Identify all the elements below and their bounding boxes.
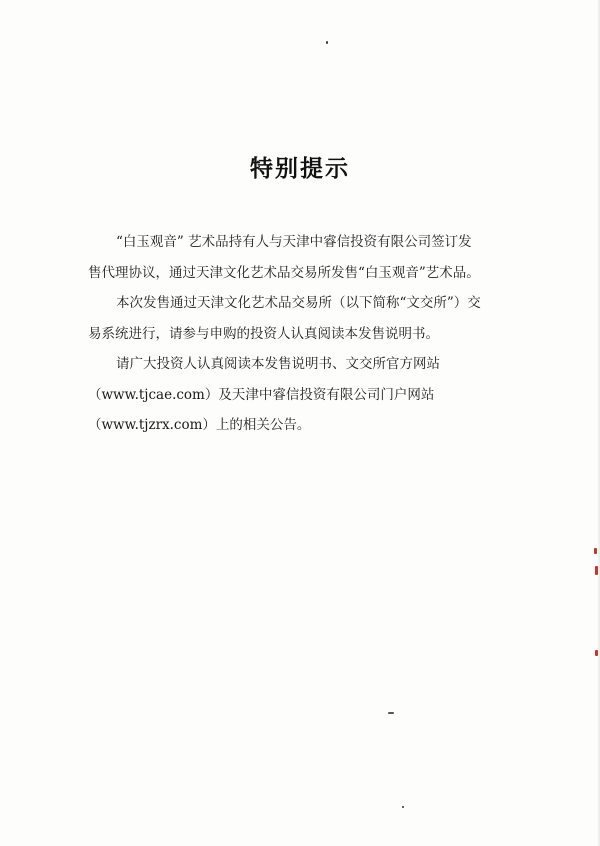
page-title: 特别提示: [250, 155, 350, 182]
paragraph-3-line-2: （www.tjcae.com）及天津中睿信投资有限公司门户网站: [88, 386, 435, 403]
paragraph-3-line-1: 请广大投资人认真阅读本发售说明书、文交所官方网站: [116, 356, 440, 372]
red-edge-mark: [595, 566, 598, 575]
paragraph-2-line-1: 本次发售通过天津文化艺术品交易所（以下简称“文交所”）交: [116, 295, 481, 311]
red-edge-mark: [595, 650, 598, 656]
body-text: [88, 227, 518, 441]
scan-speck: [326, 41, 328, 44]
paragraph-3-line-3: （www.tjzrx.com）上的相关公告。: [88, 417, 311, 433]
paragraph-2-line-2: 易系统进行，请参与申购的投资人认真阅读本发售说明书。: [88, 325, 439, 342]
scan-speck: [388, 712, 394, 714]
red-edge-mark: [594, 548, 597, 554]
paragraph-1-line-2: 售代理协议，通过天津文化艺术品交易所发售“白玉观音”艺术品。: [88, 264, 480, 281]
paragraph-1-line-1: “白玉观音” 艺术品持有人与天津中睿信投资有限公司签订发: [116, 234, 472, 250]
scan-speck: [402, 806, 404, 808]
